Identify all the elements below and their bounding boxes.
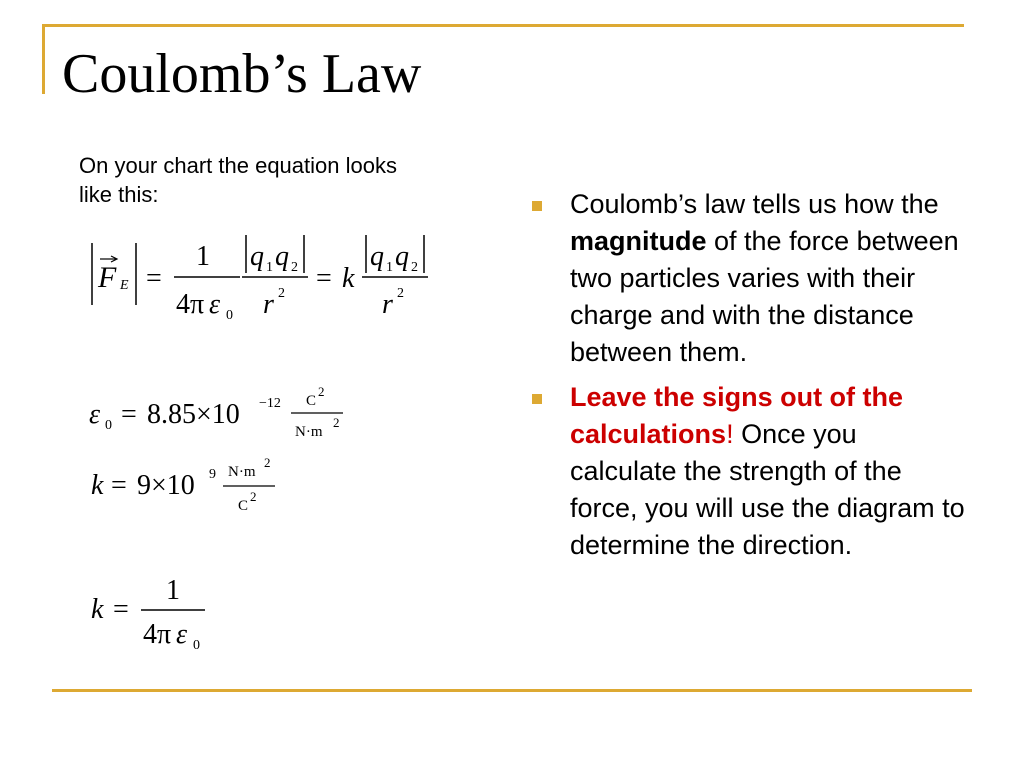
r-exp: 2 bbox=[278, 286, 285, 301]
epsilon: ε bbox=[209, 289, 221, 320]
four-pi: 4π bbox=[176, 289, 205, 320]
unit-numerator-exp: 2 bbox=[318, 384, 325, 399]
bullet-red-text: Leave the signs out of the calculations bbox=[570, 382, 904, 449]
square-bullet-icon bbox=[532, 201, 542, 211]
equals-sign: = bbox=[113, 594, 129, 625]
bullet-text: Coulomb’s law tells us how the bbox=[570, 189, 939, 219]
q2-sub: 2 bbox=[291, 260, 298, 275]
unit-numerator: N·m bbox=[228, 464, 256, 480]
r: r bbox=[382, 289, 393, 320]
bullet-text: Once you calculate the strength of the force, you will use the diagram to determine the direction. bbox=[570, 419, 965, 560]
numerator-one: 1 bbox=[166, 575, 180, 606]
unit-numerator-exp: 2 bbox=[264, 455, 271, 470]
q2: q bbox=[395, 241, 409, 272]
epsilon: ε bbox=[176, 619, 188, 650]
unit-numerator: C bbox=[306, 393, 317, 409]
bullet-text: of the force between two particles varies with their charge and with the distance between them. bbox=[570, 226, 959, 367]
q1-sub: 1 bbox=[386, 260, 393, 275]
slide-title: Coulomb’s Law bbox=[62, 43, 422, 105]
epsilon-sub: 0 bbox=[105, 418, 112, 433]
r: r bbox=[263, 289, 274, 320]
k-definition-equation bbox=[85, 565, 225, 660]
square-bullet-icon bbox=[532, 394, 542, 404]
k-symbol: k bbox=[91, 594, 104, 625]
equals-sign: = bbox=[111, 470, 127, 501]
bullet-item-signs bbox=[530, 379, 970, 564]
q1: q bbox=[250, 241, 264, 272]
equals-sign: = bbox=[146, 263, 162, 294]
q2: q bbox=[275, 241, 289, 272]
k-symbol: k bbox=[91, 470, 104, 501]
bullet-item-magnitude bbox=[530, 186, 970, 371]
bullet-bold-text: magnitude bbox=[570, 226, 707, 256]
epsilon: ε bbox=[89, 399, 101, 430]
frame-left-line bbox=[42, 24, 45, 94]
exponent: −12 bbox=[259, 396, 281, 411]
q2-sub: 2 bbox=[411, 260, 418, 275]
equals-sign: = bbox=[316, 263, 332, 294]
epsilon-sub: 0 bbox=[193, 638, 200, 653]
equals-sign: = bbox=[121, 399, 137, 430]
frame-top-line bbox=[42, 24, 964, 27]
unit-denominator-exp: 2 bbox=[333, 415, 340, 430]
frame-bottom-line bbox=[52, 689, 972, 692]
numerator-one: 1 bbox=[196, 241, 210, 272]
bullet-list bbox=[530, 186, 970, 572]
k-value-equation bbox=[85, 450, 305, 520]
unit-denominator: N·m bbox=[295, 424, 323, 440]
exponent: 9 bbox=[209, 467, 216, 482]
force-symbol: F bbox=[98, 261, 117, 294]
r-exp: 2 bbox=[397, 286, 404, 301]
force-subscript: E bbox=[120, 278, 129, 293]
chart-note: On your chart the equation looks like this: bbox=[79, 153, 397, 207]
mantissa: 8.85×10 bbox=[147, 399, 240, 430]
k-symbol: k bbox=[342, 263, 355, 294]
coulomb-equation bbox=[80, 225, 440, 325]
q1: q bbox=[370, 241, 384, 272]
unit-denominator: C bbox=[238, 498, 249, 514]
unit-denominator-exp: 2 bbox=[250, 489, 257, 504]
epsilon-sub: 0 bbox=[226, 308, 233, 323]
four-pi: 4π bbox=[143, 619, 172, 650]
mantissa: 9×10 bbox=[137, 470, 195, 501]
q1-sub: 1 bbox=[266, 260, 273, 275]
bullet-red-exclaim: ! bbox=[726, 419, 734, 449]
epsilon0-equation bbox=[85, 375, 365, 445]
